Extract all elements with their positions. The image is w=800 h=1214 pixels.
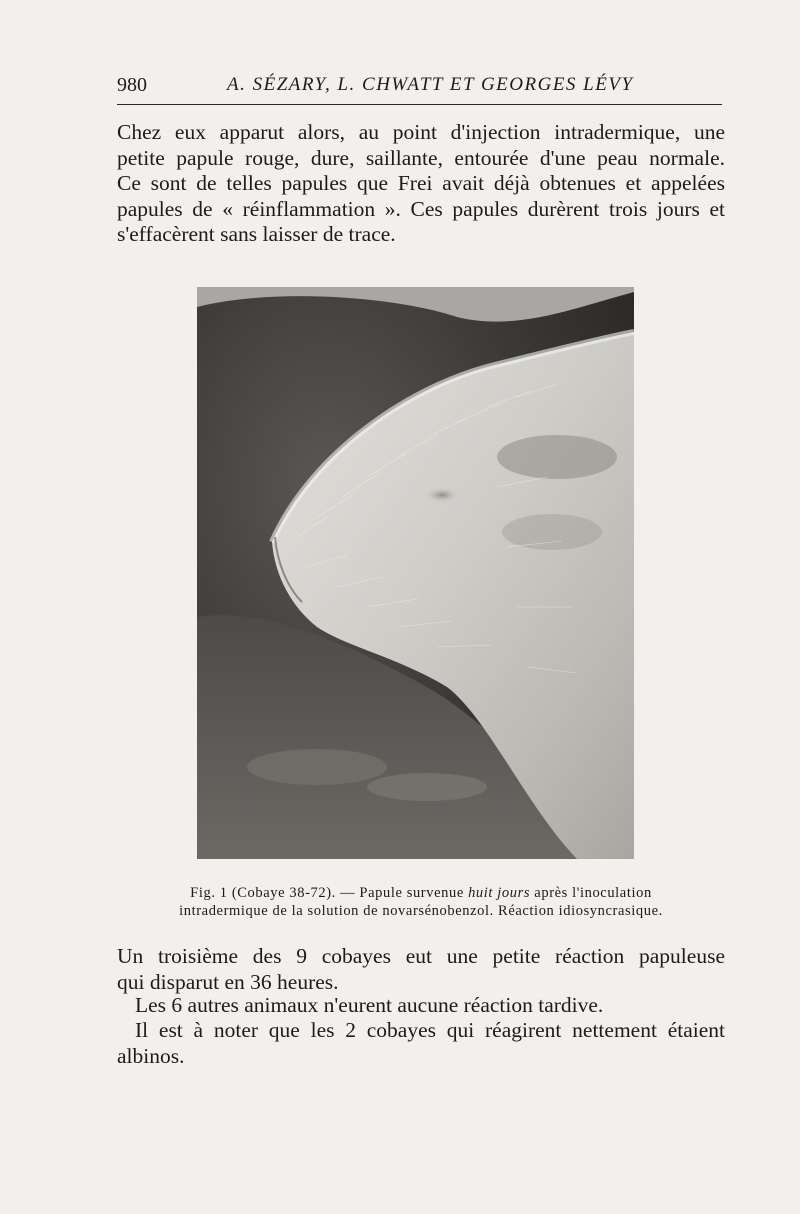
text-line: s'effacèrent sans laisser de trace. [117, 222, 396, 246]
page-number: 980 [117, 74, 147, 96]
paragraph-albinos [117, 1018, 725, 1069]
text-line: Chez eux apparut alors, au point d'injection intradermique, une [117, 120, 725, 144]
page-header [117, 72, 722, 105]
text-line: Un troisième des 9 cobayes eut une petite réaction papuleuse [117, 944, 725, 968]
text-line: Il est à noter que les 2 cobayes qui réagirent nettement étaient [135, 1018, 725, 1042]
caption-line-1 [117, 884, 725, 902]
paragraph-third-guinea-pig [117, 944, 725, 995]
text-line: papules de « réinflammation ». Ces papules durèrent trois jours et [117, 196, 725, 221]
caption-line-2: intradermique de la solution de novarsénobenzol. Réaction idiosyncrasique. [179, 903, 663, 919]
guinea-pig-photograph [197, 287, 634, 859]
caption-text: après l'inoculation [530, 885, 652, 901]
text-line: qui disparut en 36 heures. [117, 969, 339, 994]
caption-text: Fig. 1 (Cobaye 38-72). — Papule survenue [190, 885, 469, 901]
text-line: Les 6 autres animaux n'eurent aucune réaction tardive. [135, 993, 604, 1017]
figure-caption [117, 884, 725, 920]
text-line: Ce sont de telles papules que Frei avait déjà obtenues et appelées [117, 171, 725, 195]
text-line: albinos. [117, 1043, 185, 1068]
text-line: petite papule rouge, dure, saillante, entourée d'une peau normale. [117, 145, 725, 170]
paragraph-observation [117, 120, 725, 248]
caption-emphasis: huit jours [468, 885, 531, 901]
running-head: A. SÉZARY, L. CHWATT ET GEORGES LÉVY [227, 74, 634, 95]
paragraph-other-animals [117, 993, 743, 1019]
